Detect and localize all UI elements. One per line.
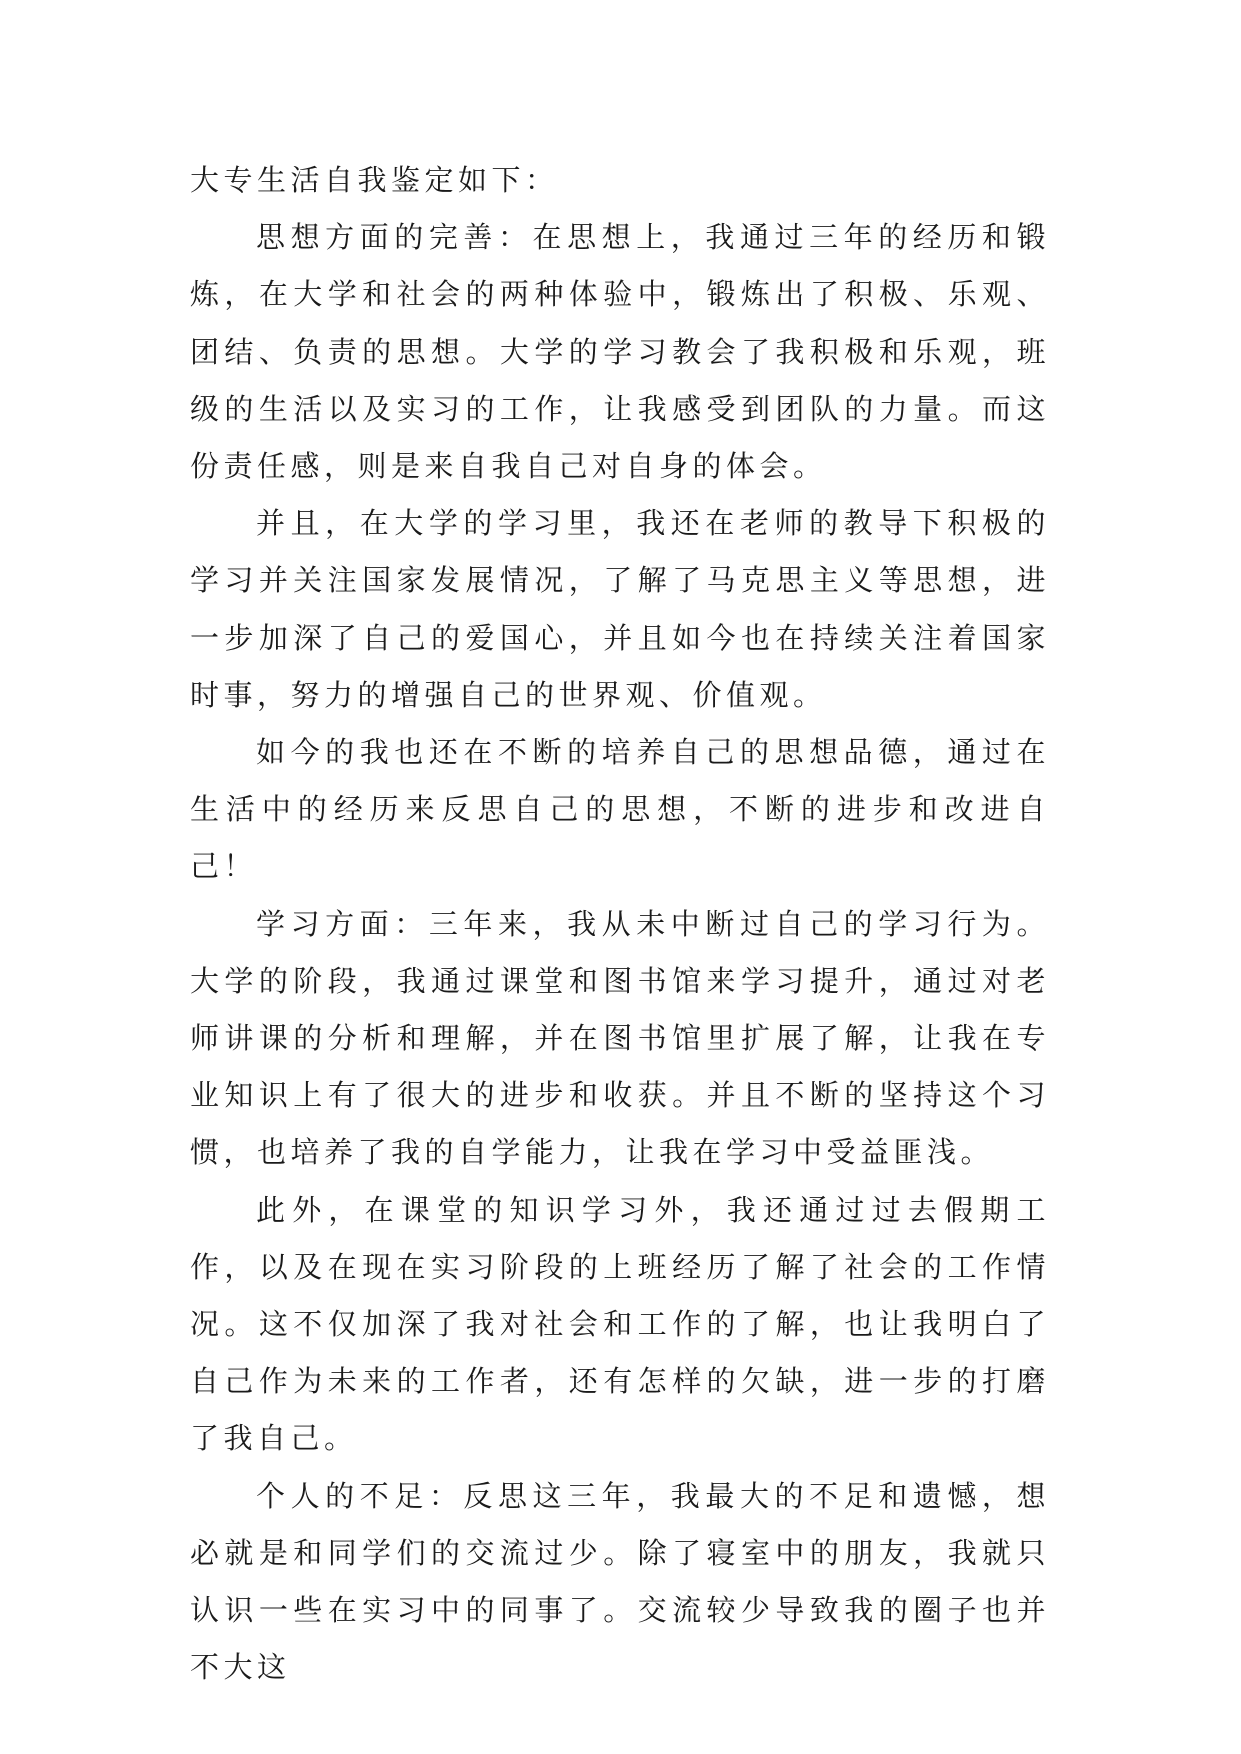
paragraph-morality: 如今的我也还在不断的培养自己的思想品德，通过在生活中的经历来反思自己的思想，不断的进步和改进自己！ xyxy=(190,735,1050,884)
paragraph-work-experience: 此外，在课堂的知识学习外，我还通过过去假期工作，以及在现在实习阶段的上班经历了解了社会的工作情况。这不仅加深了我对社会和工作的了解，也让我明白了自己作为未来的工作者，还有怎样的欠缺，进一步的打磨了我自己。 xyxy=(190,1192,1050,1456)
paragraph-shortcomings: 个人的不足：反思这三年，我最大的不足和遗憾，想必就是和同学们的交流过少。除了寝室中的朋友，我就只认识一些在实习中的同事了。交流较少导致我的圈子也并不大这 xyxy=(190,1478,1050,1685)
document-body xyxy=(190,152,1050,1696)
paragraph-thought: 思想方面的完善：在思想上，我通过三年的经历和锻炼，在大学和社会的两种体验中，锻炼出了积极、乐观、团结、负责的思想。大学的学习教会了我积极和乐观，班级的生活以及实习的工作，让我感受到团队的力量。而这份责任感，则是来自我自己对自身的体会。 xyxy=(190,220,1050,484)
intro-line: 大专生活自我鉴定如下： xyxy=(190,163,559,197)
paragraph-patriotism: 并且，在大学的学习里，我还在老师的教导下积极的学习并关注国家发展情况，了解了马克思主义等思想，进一步加深了自己的爱国心，并且如今也在持续关注着国家时事，努力的增强自己的世界观、价值观。 xyxy=(190,506,1050,712)
paragraph-study: 学习方面：三年来，我从未中断过自己的学习行为。大学的阶段，我通过课堂和图书馆来学习提升，通过对老师讲课的分析和理解，并在图书馆里扩展了解，让我在专业知识上有了很大的进步和收获。并且不断的坚持这个习惯，也培养了我的自学能力，让我在学习中受益匪浅。 xyxy=(190,906,1050,1170)
